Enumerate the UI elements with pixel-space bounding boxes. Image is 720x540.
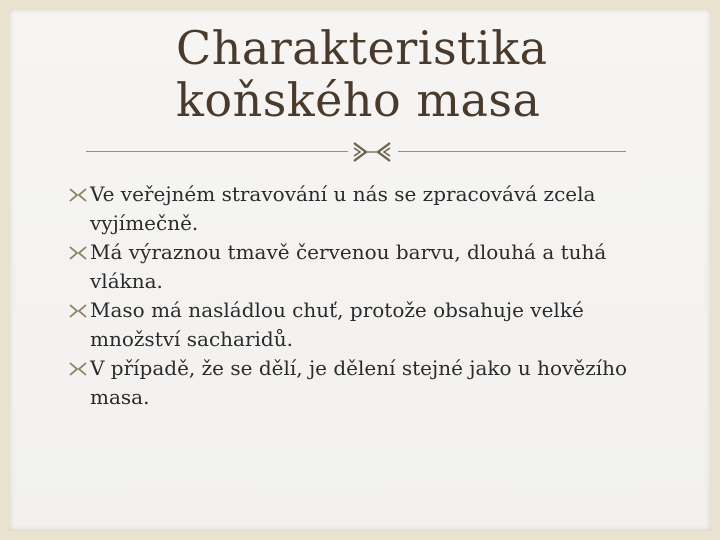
bullet-text: V případě, že se dělí, je dělení stejné jako u hovězího masa. bbox=[90, 356, 628, 409]
bullet-item bbox=[68, 238, 668, 296]
bullet-list bbox=[68, 180, 668, 412]
slide-title-line-2: koňského masa bbox=[176, 73, 541, 127]
bullet-item bbox=[68, 180, 668, 238]
title-divider-right bbox=[398, 151, 626, 152]
bullet-item bbox=[68, 354, 668, 412]
double-chevron-bullet-icon bbox=[68, 187, 88, 203]
bullet-text: Ve veřejném stravování u nás se zpracovává zcela vyjímečně. bbox=[90, 182, 596, 235]
bullet-text: Maso má nasládlou chuť, protože obsahuje velké množství sacharidů. bbox=[90, 298, 584, 351]
double-chevron-bullet-icon bbox=[68, 245, 88, 261]
double-chevron-bullet-icon bbox=[68, 303, 88, 319]
title-divider-left bbox=[86, 151, 348, 152]
bullet-text: Má výraznou tmavě červenou barvu, dlouhá a tuhá vlákna. bbox=[90, 240, 607, 293]
slide-title bbox=[176, 22, 636, 126]
bullet-item bbox=[68, 296, 668, 354]
double-chevron-ornament-icon bbox=[350, 140, 394, 164]
double-chevron-bullet-icon bbox=[68, 361, 88, 377]
slide-title-line-1: Charakteristika bbox=[176, 21, 548, 75]
